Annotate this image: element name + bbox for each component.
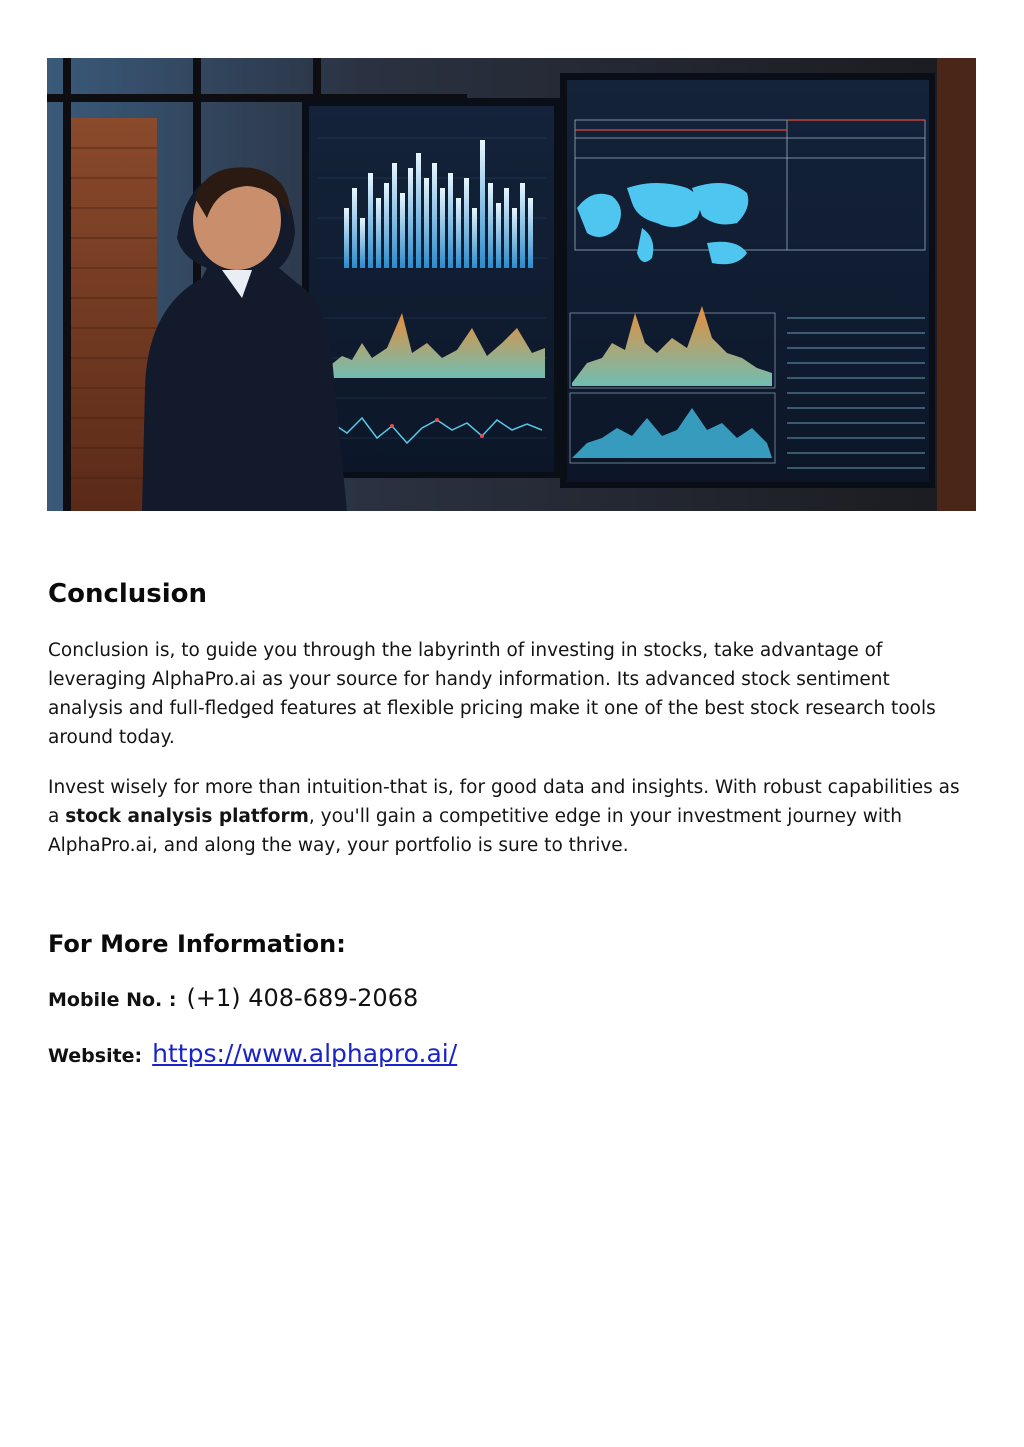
paragraph-2-text-end: , you'll gain a competitive edge in your investment journey with AlphaPro.ai, and along the way, your portfolio is sure to thrive. [48,806,902,856]
mobile-label: Mobile No. : [48,989,177,1011]
conclusion-paragraph-2 [48,773,968,860]
conclusion-paragraph-1-container [48,636,968,752]
website-label: Website: [48,1045,143,1067]
conclusion-section [48,578,968,610]
more-info-heading: For More Information: [48,930,346,958]
mobile-row [48,984,968,1012]
more-info-section [48,928,968,960]
hero-image [47,58,976,511]
paragraph-2-text-start: Invest wisely for more than intuition-that is, for good data and insights. With robust capabilities as a [48,777,960,827]
mobile-number: (+1) 408-689-2068 [186,984,419,1012]
conclusion-paragraph-1: Conclusion is, to guide you through the labyrinth of investing in stocks, take advantage of leveraging AlphaPro.ai as your source for handy information. Its advanced stock sentiment analysis and full-fledged features at flexible pricing make it one of the best stock research tools around today. [48,640,936,748]
dashboard-illustration [47,58,976,511]
conclusion-heading: Conclusion [48,579,208,609]
conclusion-paragraph-2-container [48,773,968,860]
stock-analysis-platform-highlight: stock analysis platform [65,806,309,827]
website-row [48,1039,968,1068]
website-link[interactable]: https://www.alphapro.ai/ [152,1039,458,1068]
